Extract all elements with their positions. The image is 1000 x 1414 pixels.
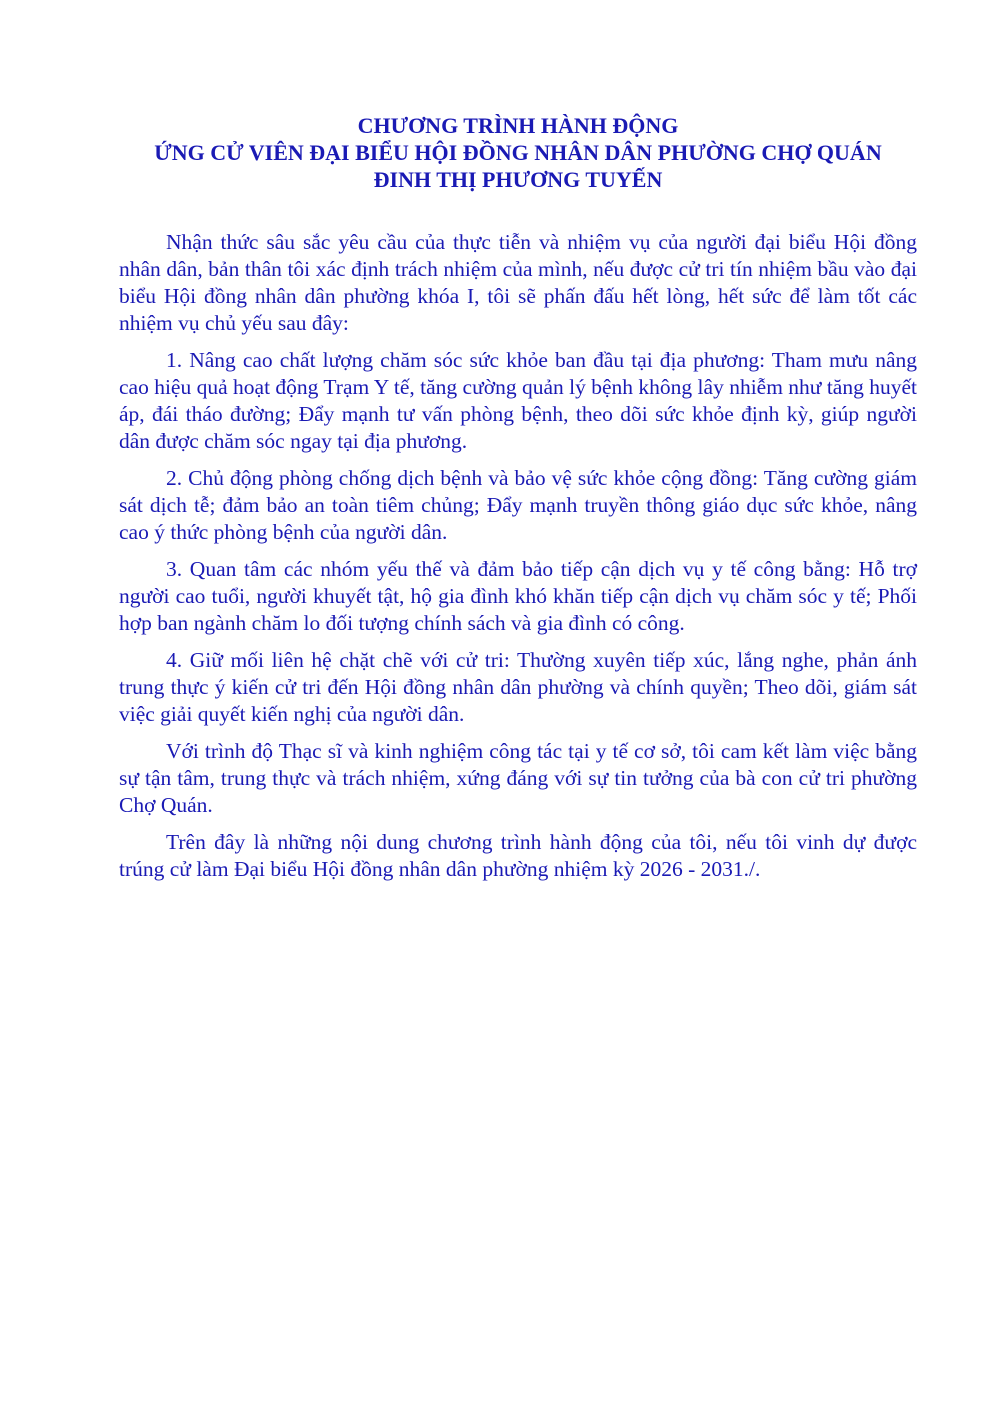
task-4-paragraph: 4. Giữ mối liên hệ chặt chẽ với cử tri: Thường xuyên tiếp xúc, lắng nghe, phản ánh trung thực ý kiến cử tri đến Hội đồng nhân dân phường và chính quyền; Theo dõi, giám sát việc giải quyết kiến nghị của người dân.: [119, 648, 917, 726]
task-3-paragraph: 3. Quan tâm các nhóm yếu thế và đảm bảo tiếp cận dịch vụ y tế công bằng: Hỗ trợ người cao tuổi, người khuyết tật, hộ gia đình khó khăn tiếp cận dịch vụ chăm sóc y tế; Phối hợp ban ngành chăm lo đối tượng chính sách và gia đình có công.: [119, 557, 917, 635]
task-1-paragraph: 1. Nâng cao chất lượng chăm sóc sức khỏe ban đầu tại địa phương: Tham mưu nâng cao hiệu quả hoạt động Trạm Y tế, tăng cường quản lý bệnh không lây nhiễm như tăng huyết áp, đái tháo đường; Đẩy mạnh tư vấn phòng bệnh, theo dõi sức khỏe định kỳ, giúp người dân được chăm sóc ngay tại địa phương.: [119, 348, 917, 453]
intro-paragraph: Nhận thức sâu sắc yêu cầu của thực tiễn và nhiệm vụ của người đại biểu Hội đồng nhân dân, bản thân tôi xác định trách nhiệm của mình, nếu được cử tri tín nhiệm bầu vào đại biểu Hội đồng nhân dân phường khóa I, tôi sẽ phấn đấu hết lòng, hết sức để làm tốt các nhiệm vụ chủ yếu sau đây:: [119, 230, 917, 335]
title-line-3: ĐINH THỊ PHƯƠNG TUYẾN: [373, 167, 663, 192]
task-2-paragraph: 2. Chủ động phòng chống dịch bệnh và bảo vệ sức khỏe cộng đồng: Tăng cường giám sát dịch tễ; đảm bảo an toàn tiêm chủng; Đẩy mạnh truyền thông giáo dục sức khỏe, nâng cao ý thức phòng bệnh của người dân.: [119, 466, 917, 544]
title-line-1: CHƯƠNG TRÌNH HÀNH ĐỘNG: [357, 113, 679, 138]
document-body: [119, 229, 917, 893]
title-line-2: ỨNG CỬ VIÊN ĐẠI BIỂU HỘI ĐỒNG NHÂN DÂN PHƯỜNG CHỢ QUÁN: [154, 140, 882, 165]
closing-paragraph: Trên đây là những nội dung chương trình hành động của tôi, nếu tôi vinh dự được trúng cử làm Đại biểu Hội đồng nhân dân phường nhiệm kỳ 2026 - 2031./.: [119, 830, 917, 881]
document-title: [90, 112, 946, 193]
commitment-paragraph: Với trình độ Thạc sĩ và kinh nghiệm công tác tại y tế cơ sở, tôi cam kết làm việc bằng sự tận tâm, trung thực và trách nhiệm, xứng đáng với sự tin tưởng của bà con cử tri phường Chợ Quán.: [119, 739, 917, 817]
